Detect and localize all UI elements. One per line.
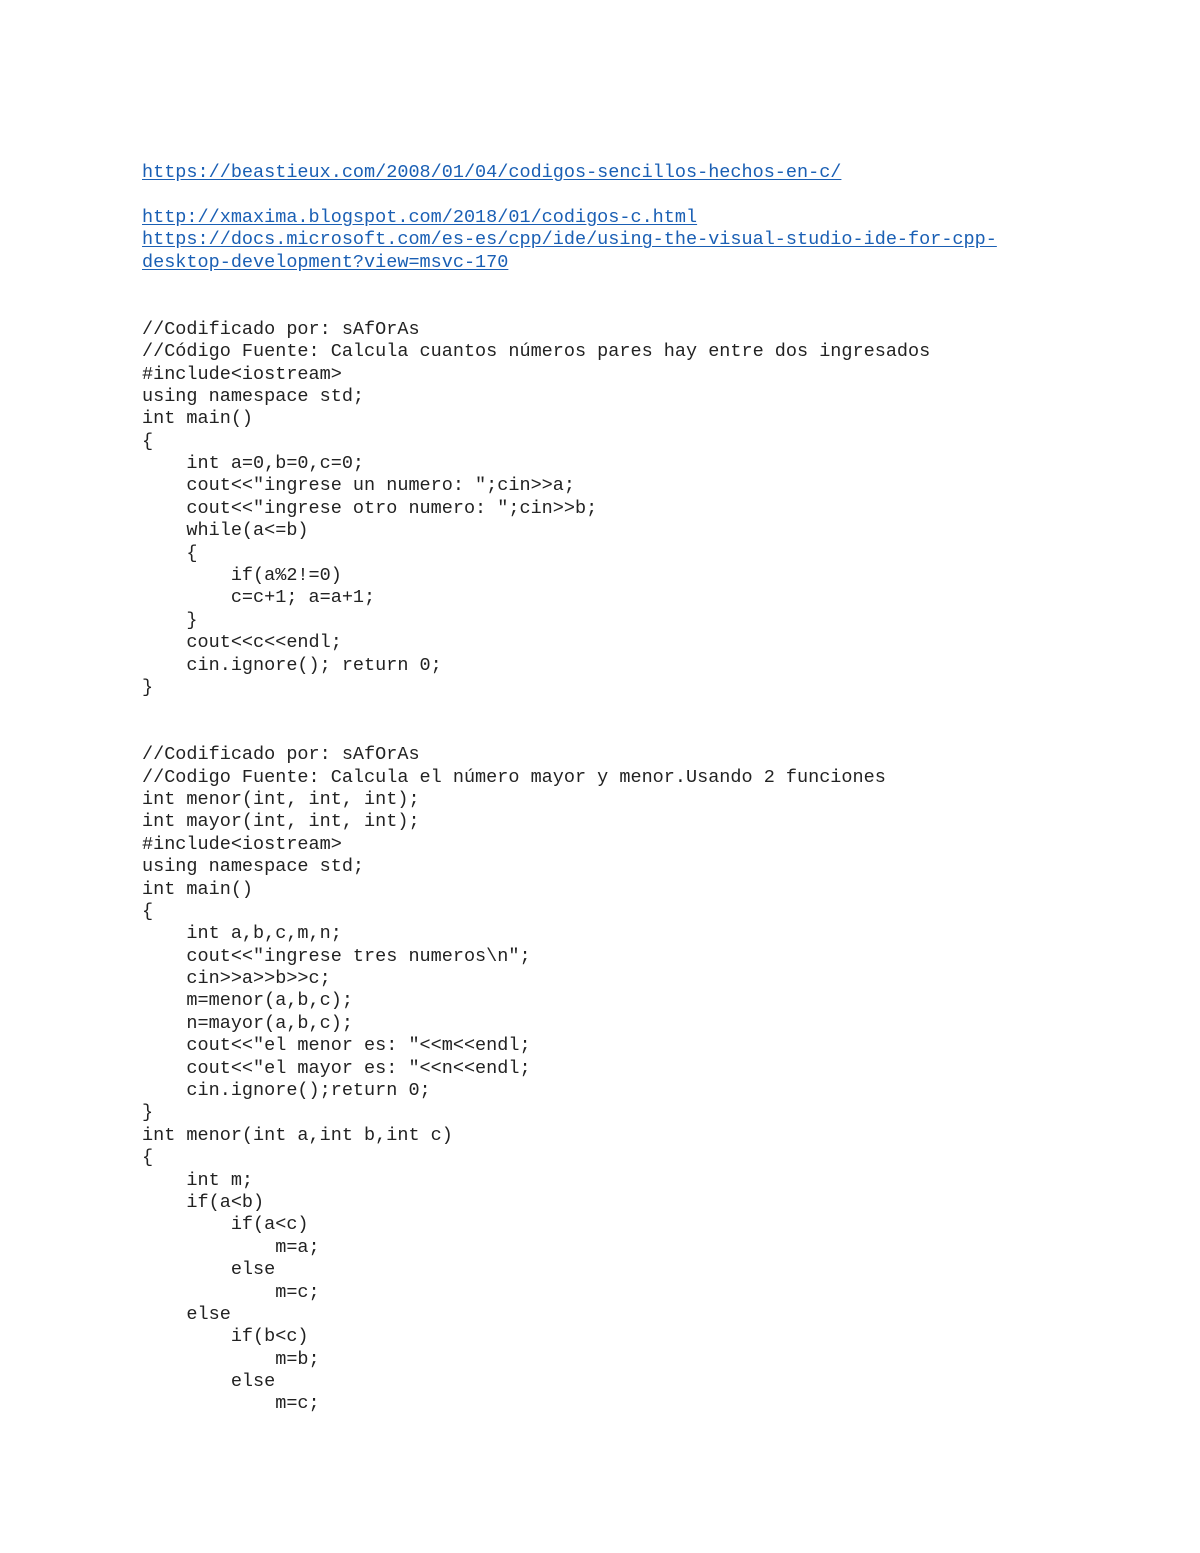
code-line: int main(): [142, 878, 254, 900]
code-line: }: [142, 676, 154, 698]
code-line: cout<<"ingrese otro numero: ";cin>>b;: [142, 497, 598, 519]
code-line: {: [142, 430, 154, 452]
code-line: m=a;: [142, 1236, 320, 1258]
code-line: m=c;: [142, 1281, 320, 1303]
code-line: }: [142, 609, 198, 631]
blank-line: [142, 296, 1102, 318]
code-block-min-max: [142, 744, 1102, 1416]
code-line: m=menor(a,b,c);: [142, 990, 353, 1012]
code-line: int a=0,b=0,c=0;: [142, 453, 365, 475]
code-line: if(b<c): [142, 1326, 309, 1348]
reference-link-row: [142, 162, 1102, 184]
code-line: {: [142, 900, 154, 922]
reference-link-row: [142, 229, 1102, 251]
reference-link-beastieux[interactable]: https://beastieux.com/2008/01/04/codigos-sencillos-hechos-en-c/: [142, 162, 842, 183]
code-line: cin.ignore(); return 0;: [142, 654, 442, 676]
blank-line: [142, 274, 1102, 296]
code-line: else: [142, 1259, 276, 1281]
code-line: //Codificado por: sAfOrAs: [142, 744, 420, 766]
code-line: int menor(int a,int b,int c): [142, 1124, 453, 1146]
code-line: if(a<c): [142, 1214, 309, 1236]
code-line: m=b;: [142, 1348, 320, 1370]
code-line: else: [142, 1371, 276, 1393]
code-line: int menor(int, int, int);: [142, 788, 420, 810]
reference-link-microsoft-docs[interactable]: https://docs.microsoft.com/es-es/cpp/ide/using-the-visual-studio-ide-for-cpp-: [142, 229, 997, 251]
document-body: [142, 162, 1102, 1416]
code-line: //Código Fuente: Calcula cuantos números pares hay entre dos ingresados: [142, 341, 931, 363]
code-line: int mayor(int, int, int);: [142, 811, 420, 833]
code-line: else: [142, 1303, 231, 1325]
code-line: //Codigo Fuente: Calcula el número mayor y menor.Usando 2 funciones: [142, 766, 886, 788]
code-line: }: [142, 1102, 154, 1124]
reference-link-row: [142, 207, 1102, 229]
code-line: cout<<"el mayor es: "<<n<<endl;: [142, 1057, 531, 1079]
code-line: using namespace std;: [142, 385, 365, 407]
code-line: cout<<c<<endl;: [142, 632, 342, 654]
code-line: c=c+1; a=a+1;: [142, 587, 376, 609]
code-line: {: [142, 542, 198, 564]
code-line: using namespace std;: [142, 856, 365, 878]
code-line: cout<<"el menor es: "<<m<<endl;: [142, 1035, 531, 1057]
code-block-even-count: [142, 319, 1102, 700]
blank-line: [142, 722, 1102, 744]
code-line: cout<<"ingrese tres numeros\n";: [142, 945, 531, 967]
code-line: n=mayor(a,b,c);: [142, 1012, 353, 1034]
code-line: int m;: [142, 1169, 254, 1191]
code-line: int a,b,c,m,n;: [142, 923, 342, 945]
reference-link-xmaxima[interactable]: http://xmaxima.blogspot.com/2018/01/codigos-c.html: [142, 206, 698, 228]
reference-link-row: [142, 252, 1102, 274]
code-line: m=c;: [142, 1393, 320, 1415]
code-line: int main(): [142, 408, 254, 430]
code-line: cin.ignore();return 0;: [142, 1080, 431, 1102]
code-line: if(a%2!=0): [142, 565, 342, 587]
reference-link-microsoft-docs-continued[interactable]: desktop-development?view=msvc-170: [142, 251, 509, 273]
blank-line: [142, 699, 1102, 721]
code-line: #include<iostream>: [142, 363, 342, 385]
code-line: {: [142, 1147, 154, 1169]
code-line: //Codificado por: sAfOrAs: [142, 318, 420, 340]
code-line: while(a<=b): [142, 520, 309, 542]
code-line: cin>>a>>b>>c;: [142, 968, 331, 990]
code-line: cout<<"ingrese un numero: ";cin>>a;: [142, 475, 575, 497]
code-line: if(a<b): [142, 1191, 265, 1213]
blank-line: [142, 184, 1102, 206]
code-line: #include<iostream>: [142, 833, 342, 855]
